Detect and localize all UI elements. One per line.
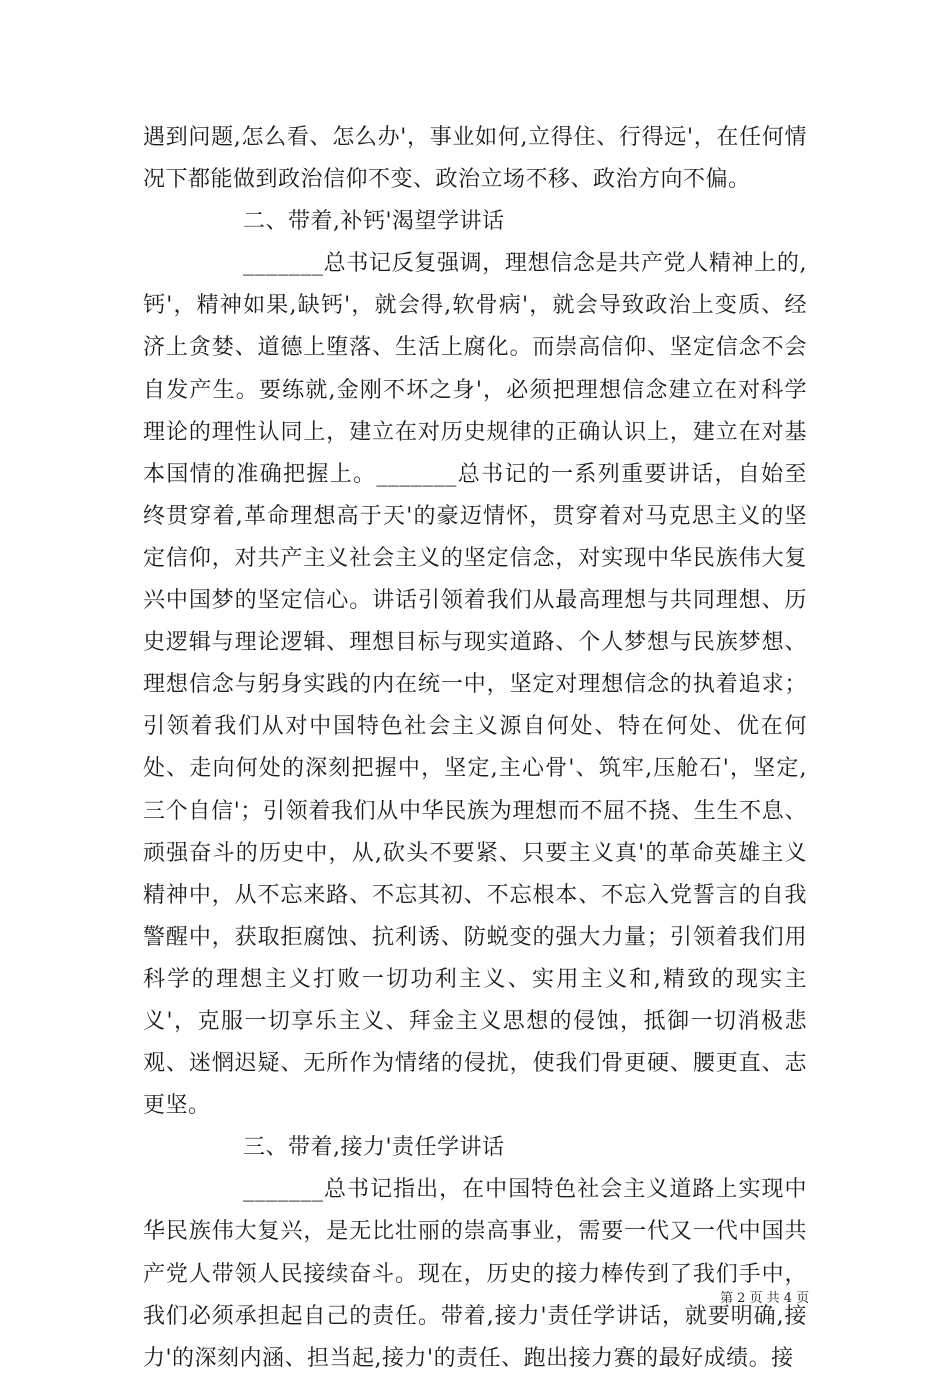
document-body [143, 117, 810, 1380]
paragraph-section-2: _______总书记反复强调，理想信念是共产党人精神上的,钙'，精神如果,缺钙'，就会得,软骨病'，就会导致政治上变质、经济上贪婪、道德上堕落、生活上腐化。而崇高信仰、坚定信念不会自发产生。要练就,金刚不坏之身'，必须把理想信念建立在对科学理论的理性认同上，建立在对历史规律的正确认识上，建立在对基本国情的准确把握上。_______总书记的一系列重要讲话，自始至终贯穿着,革命理想高于天'的豪迈情怀，贯穿着对马克思主义的坚定信仰，对共产主义社会主义的坚定信念，对实现中华民族伟大复兴中国梦的坚定信心。讲话引领着我们从最高理想与共同理想、历史逻辑与理论逻辑、理想目标与现实道路、个人梦想与民族梦想、理想信念与躬身实践的内在统一中，坚定对理想信念的执着追求；引领着我们从对中国特色社会主义源自何处、特在何处、优在何处、走向何处的深刻把握中，坚定,主心骨'、筑牢,压舱石'，坚定,三个自信'；引领着我们从中华民族为理想而不屈不挠、生生不息、顽强奋斗的历史中，从,砍头不要紧、只要主义真'的革命英雄主义精神中，从不忘来路、不忘其初、不忘根本、不忘入党誓言的自我警醒中，获取拒腐蚀、抗利诱、防蜕变的强大力量；引领着我们用科学的理想主义打败一切功利主义、实用主义和,精致的现实主义'，克服一切享乐主义、拜金主义思想的侵蚀，抵御一切消极悲观、迷惘迟疑、无所作为情绪的侵扰，使我们骨更硬、腰更直、志更坚。 [143, 251, 807, 1119]
section-heading-3: 三、带着,接力'责任学讲话 [243, 1135, 505, 1161]
paragraph-continuation: 遇到问题,怎么看、怎么办'，事业如何,立得住、行得远'，在任何情况下都能做到政治信仰不变、政治立场不移、政治方向不偏。 [143, 125, 807, 193]
section-heading-2: 二、带着,补钙'渴望学讲话 [243, 209, 505, 235]
paragraph-section-3: _______总书记指出，在中国特色社会主义道路上实现中华民族伟大复兴，是无比壮丽的崇高事业，需要一代又一代中国共产党人带领人民接续奋斗。现在，历史的接力棒传到了我们手中，我们必须承担起自己的责任。带着,接力'责任学讲话，就要明确,接力'的深刻内涵、担当起,接力'的责任、跑出接力赛的最好成绩。接 [143, 1177, 807, 1371]
page-number-footer: 第 2 页 共 4 页 [720, 1291, 810, 1306]
